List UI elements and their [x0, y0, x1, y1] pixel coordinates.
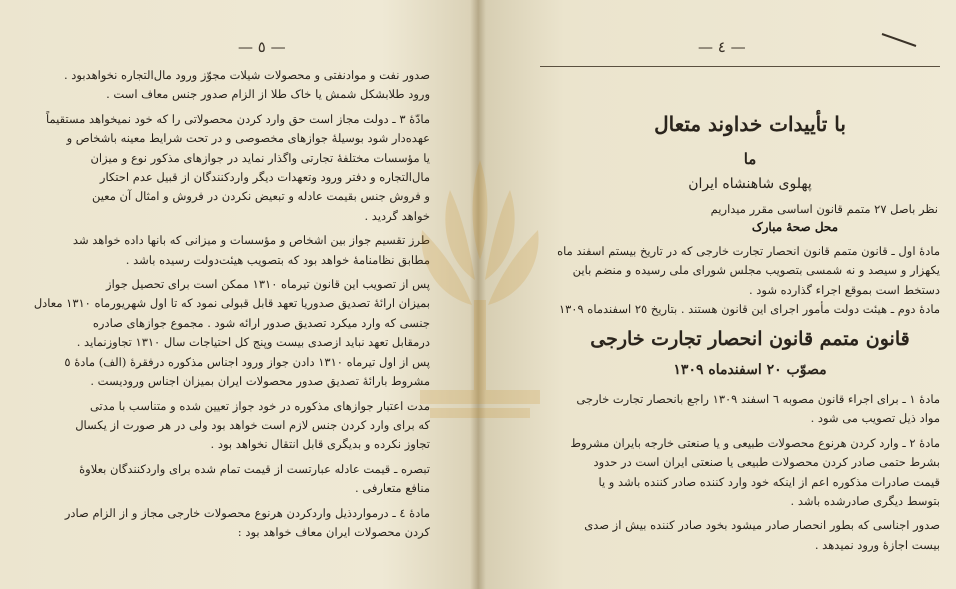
pencil-mark-icon — [880, 30, 920, 50]
text-line: کردن محصولات ایران معاف خواهد بود : — [237, 524, 430, 539]
text-line: مال‌التجاره و دفتر ورود وتعهدات دیگر واردکنندگان از قبیل عدم احتکار — [99, 170, 430, 185]
text-line: که برای وارد کردن جنس لازم است خواهد بود ولی در هر صورت از یکسال — [75, 417, 430, 432]
text-line: عهده‌دار شود بوسیلهٔ جوازهای مخصوصی و در تحت شرایط معینه باشخاص و — [66, 131, 430, 146]
text-line: بشرط حتمی صادر کردن محصولات طبیعی یا صنعتی ایران است در حدود — [593, 455, 940, 470]
text-line: ورود طلابشکل شمش یا خاک طلا از الزام صدور جنس معاف است . — [106, 87, 430, 102]
text-line: خواهد گردید . — [364, 208, 430, 223]
text-line: مادّهٔ ۳ ـ دولت مجاز است حق وارد کردن محصولاتی را که خود نمیخواهد مستقیماً — [45, 111, 430, 126]
text-line: صدور نفت و موادنفتی و محصولات شیلات مجوّز ورود مال‌التجاره نخواهدبود . — [63, 68, 430, 82]
text-line: مادهٔ ٤ ـ درمواردذیل واردکردن هرنوع محصولات خارجی مجاز و از الزام صادر — [64, 505, 430, 520]
text-line: منافع متعارفی . — [354, 481, 430, 496]
text-line: مشروط بارائهٔ تصدیق صدور محصولات ایران بمیزان اجناس ورودیست . — [90, 374, 430, 389]
text-line: پس از اول تیرماه ۱۳۱۰ دادن جواز ورود اجناس مذکوره درفقرهٔ (الف) مادهٔ ٥ — [64, 354, 430, 369]
text-line: یکهزار و سیصد و نه شمسی بتصویب مجلس شورای ملی رسیده و منضم باین — [572, 263, 940, 278]
text-line: بیست اجازهٔ ورود نمیدهد . — [814, 537, 940, 552]
law-section-title: قانون متمم قانون انحصار تجارت خارجی — [590, 328, 910, 350]
law-section-date: مصوّب ۲۰ اسفندماه ۱۳۰۹ — [673, 362, 827, 378]
text-line: بتوسط دیگری صادرشده باشد . — [790, 494, 940, 509]
law-body — [540, 390, 940, 555]
text-line: مدت اعتبار جوازهای مذکوره در خود جواز تعیین شده و متناسب با مدتی — [89, 398, 430, 413]
text-line: و فروش جنس بقیمت عادله و تبعیض نکردن در فروش و امثال آن معین — [91, 189, 430, 204]
text-line: مادهٔ اول ـ قانون متمم قانون انحصار تجارت خارجی که در تاریخ بیستم اسفند ماه — [557, 244, 940, 258]
royal-pronoun: ما — [743, 150, 757, 168]
text-line: پس از تصویب این قانون تیرماه ۱۳۱۰ ممکن است برای تحصیل جواز — [106, 277, 430, 292]
text-line: صدور اجناسی که بطور انحصار صادر میشود بخود صادر کننده بیش از صدی — [584, 518, 940, 533]
text-line: طرز تقسیم جواز بین اشخاص و مؤسسات و میزانی که بانها داده خواهد شد — [72, 233, 430, 248]
left-page-number: — ٥ — — [238, 38, 286, 56]
text-line: جنسی که وارد میکرد تصدیق صدور ارائه شود . مجموع جوازهای صادره — [92, 315, 430, 330]
library-watermark-icon — [400, 150, 560, 440]
text-line: قیمت صادرات مذکوره اعم از اینکه خود وارد کننده صادر کننده باشد و یا — [598, 474, 940, 489]
text-line: مادهٔ ۲ ـ وارد کردن هرنوع محصولات طبیعی و یا صنعتی خارجه بایران مشروط — [570, 435, 940, 450]
text-line: دستخط است بموقع اجراء گذارده شود . — [748, 282, 940, 297]
royal-stamp-label: محل صحهٔ مبارک — [751, 220, 839, 234]
text-line: مطابق نظامنامهٔ خواهد بود که بتصویب هیئت‌دولت رسیده باشد . — [125, 252, 430, 267]
text-line: مادهٔ ۱ ـ برای اجراء قانون مصوبه ٦ اسفند ۱۳۰۹ راجع بانحصار تجارت خارجی — [576, 392, 940, 406]
left-page-body — [30, 66, 430, 542]
text-line: مادهٔ دوم ـ هیئت دولت مأمور اجرای این قانون هستند . بتاریخ ۲٥ اسفندماه ۱۳۰۹ — [558, 302, 940, 317]
text-line: یا مؤسسات مختلفهٔ تجارتی واگذار نماید در جوازهای مذکور نوع و میزان — [90, 150, 430, 165]
preamble-line: نظر باصل ۲۷ متمم قانون اساسی مقرر میداریم — [710, 202, 938, 216]
text-line: مواد ذیل تصویب می شود . — [810, 411, 940, 426]
text-line: تبصره ـ قیمت عادله عبارتست از قیمت تمام شده برای واردکنندگان بعلاوهٔ — [79, 461, 430, 476]
text-line: بمیزان ارائهٔ تصدیق صدوریا تعهد قابل قبولی نمود که تا اول شهریورماه ۱۳۱۰ معادل — [33, 296, 430, 311]
decree-body — [540, 242, 940, 320]
header-rule — [540, 66, 940, 67]
invocation-heading: با تأییدات خداوند متعال — [654, 112, 846, 136]
right-page-number: — ٤ — — [698, 38, 746, 56]
text-line: درمقابل تعهد نباید ازصدی بیست وپنج کل احتیاجات سال ۱۳۱۰ تجاوزنماید . — [76, 335, 430, 350]
text-line: تجاوز نکرده و بدیگری قابل انتقال نخواهد بود . — [210, 437, 430, 452]
shah-title: پهلوی شاهنشاه ایران — [688, 176, 812, 192]
